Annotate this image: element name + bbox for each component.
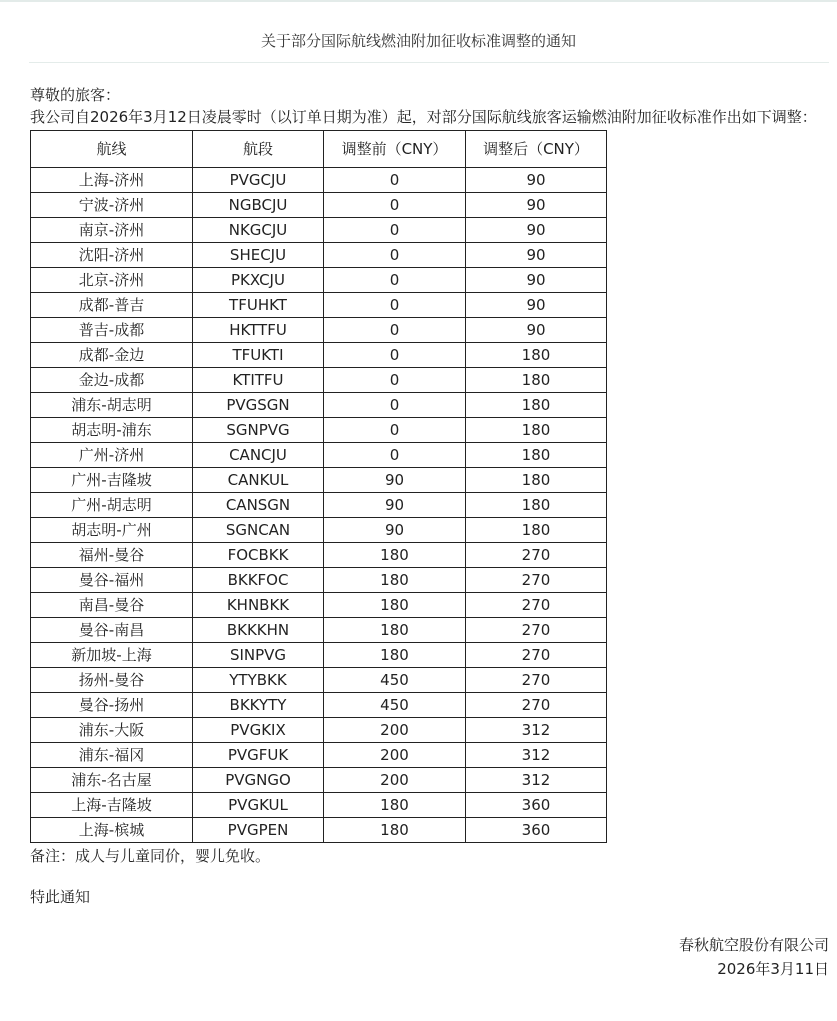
remark-note: 备注：成人与儿童同价，婴儿免收。 <box>30 847 271 865</box>
cell-segment: TFUHKT <box>193 293 324 318</box>
cell-segment: PVGFUK <box>193 743 324 768</box>
cell-after: 360 <box>466 818 607 843</box>
cell-route: 新加坡-上海 <box>31 643 193 668</box>
cell-before: 90 <box>324 468 466 493</box>
cell-route: 广州-吉隆坡 <box>31 468 193 493</box>
table-row <box>31 468 607 493</box>
cell-after: 180 <box>466 418 607 443</box>
cell-segment: BKKYTY <box>193 693 324 718</box>
cell-before: 90 <box>324 518 466 543</box>
cell-route: 北京-济州 <box>31 268 193 293</box>
cell-route: 普吉-成都 <box>31 318 193 343</box>
cell-segment: HKTTFU <box>193 318 324 343</box>
table-row <box>31 493 607 518</box>
cell-before: 0 <box>324 193 466 218</box>
notice-title: 关于部分国际航线燃油附加征收标准调整的通知 <box>260 32 576 50</box>
table-row <box>31 218 607 243</box>
cell-segment: PKXCJU <box>193 268 324 293</box>
cell-route: 南京-济州 <box>31 218 193 243</box>
header-segment: 航段 <box>193 131 324 168</box>
cell-before: 180 <box>324 618 466 643</box>
cell-segment: PVGKUL <box>193 793 324 818</box>
cell-route: 上海-槟城 <box>31 818 193 843</box>
cell-route: 曼谷-扬州 <box>31 693 193 718</box>
cell-after: 180 <box>466 468 607 493</box>
cell-route: 成都-金边 <box>31 343 193 368</box>
cell-before: 0 <box>324 268 466 293</box>
cell-segment: BKKKHN <box>193 618 324 643</box>
cell-before: 0 <box>324 318 466 343</box>
cell-after: 270 <box>466 543 607 568</box>
table-row <box>31 693 607 718</box>
cell-after: 270 <box>466 643 607 668</box>
cell-after: 312 <box>466 743 607 768</box>
cell-segment: CANKUL <box>193 468 324 493</box>
cell-segment: YTYBKK <box>193 668 324 693</box>
cell-after: 90 <box>466 293 607 318</box>
cell-route: 扬州-曼谷 <box>31 668 193 693</box>
cell-route: 浦东-名古屋 <box>31 768 193 793</box>
table-row <box>31 593 607 618</box>
cell-route: 胡志明-浦东 <box>31 418 193 443</box>
table-row <box>31 643 607 668</box>
cell-after: 90 <box>466 243 607 268</box>
cell-before: 180 <box>324 793 466 818</box>
company-name: 春秋航空股份有限公司 <box>678 936 829 954</box>
table-row <box>31 243 607 268</box>
greeting: 尊敬的旅客： <box>30 86 121 104</box>
cell-after: 180 <box>466 393 607 418</box>
table-header-row <box>31 131 607 168</box>
cell-before: 0 <box>324 443 466 468</box>
table-row <box>31 418 607 443</box>
table-row <box>31 168 607 193</box>
closing-line: 特此通知 <box>30 888 91 906</box>
cell-route: 曼谷-福州 <box>31 568 193 593</box>
title-divider <box>29 62 829 63</box>
cell-after: 312 <box>466 768 607 793</box>
cell-segment: NGBCJU <box>193 193 324 218</box>
cell-after: 90 <box>466 193 607 218</box>
cell-after: 180 <box>466 493 607 518</box>
cell-route: 胡志明-广州 <box>31 518 193 543</box>
cell-after: 90 <box>466 318 607 343</box>
cell-route: 浦东-胡志明 <box>31 393 193 418</box>
cell-after: 180 <box>466 368 607 393</box>
table-body <box>31 168 607 843</box>
table-row <box>31 543 607 568</box>
cell-before: 0 <box>324 243 466 268</box>
cell-after: 270 <box>466 668 607 693</box>
cell-before: 180 <box>324 593 466 618</box>
cell-after: 180 <box>466 443 607 468</box>
cell-route: 浦东-福冈 <box>31 743 193 768</box>
cell-segment: TFUKTI <box>193 343 324 368</box>
cell-before: 200 <box>324 768 466 793</box>
cell-route: 上海-济州 <box>31 168 193 193</box>
cell-after: 90 <box>466 168 607 193</box>
table-row <box>31 368 607 393</box>
cell-before: 0 <box>324 418 466 443</box>
cell-route: 广州-胡志明 <box>31 493 193 518</box>
cell-before: 0 <box>324 293 466 318</box>
cell-after: 270 <box>466 618 607 643</box>
cell-segment: PVGKIX <box>193 718 324 743</box>
cell-route: 上海-吉隆坡 <box>31 793 193 818</box>
cell-after: 270 <box>466 693 607 718</box>
cell-before: 180 <box>324 568 466 593</box>
cell-after: 180 <box>466 518 607 543</box>
cell-before: 180 <box>324 643 466 668</box>
cell-segment: SGNCAN <box>193 518 324 543</box>
cell-before: 0 <box>324 218 466 243</box>
cell-segment: PVGPEN <box>193 818 324 843</box>
header-before: 调整前（CNY） <box>324 131 466 168</box>
table-row <box>31 718 607 743</box>
cell-route: 金边-成都 <box>31 368 193 393</box>
notice-body <box>30 84 830 908</box>
cell-segment: NKGCJU <box>193 218 324 243</box>
cell-segment: KHNBKK <box>193 593 324 618</box>
table-row <box>31 518 607 543</box>
cell-segment: CANCJU <box>193 443 324 468</box>
cell-before: 0 <box>324 168 466 193</box>
cell-before: 0 <box>324 343 466 368</box>
cell-segment: PVGSGN <box>193 393 324 418</box>
issue-date: 2026年3月11日 <box>717 960 829 978</box>
cell-route: 广州-济州 <box>31 443 193 468</box>
cell-segment: FOCBKK <box>193 543 324 568</box>
cell-before: 90 <box>324 493 466 518</box>
table-row <box>31 293 607 318</box>
cell-before: 200 <box>324 718 466 743</box>
cell-before: 0 <box>324 393 466 418</box>
cell-after: 312 <box>466 718 607 743</box>
table-row <box>31 568 607 593</box>
table-row <box>31 393 607 418</box>
cell-route: 成都-普吉 <box>31 293 193 318</box>
fuel-surcharge-table <box>30 130 607 843</box>
cell-segment: PVGNGO <box>193 768 324 793</box>
cell-route: 沈阳-济州 <box>31 243 193 268</box>
cell-before: 0 <box>324 368 466 393</box>
cell-after: 90 <box>466 268 607 293</box>
cell-after: 270 <box>466 568 607 593</box>
cell-route: 福州-曼谷 <box>31 543 193 568</box>
header-after: 调整后（CNY） <box>466 131 607 168</box>
cell-segment: CANSGN <box>193 493 324 518</box>
table-row <box>31 268 607 293</box>
cell-after: 90 <box>466 218 607 243</box>
cell-segment: PVGCJU <box>193 168 324 193</box>
intro-paragraph: 我公司自2026年3月12日凌晨零时（以订单日期为准）起，对部分国际航线旅客运输燃油附加征收标准作出如下调整： <box>30 108 817 126</box>
cell-before: 450 <box>324 668 466 693</box>
cell-route: 宁波-济州 <box>31 193 193 218</box>
signature-block <box>679 933 829 981</box>
cell-route: 南昌-曼谷 <box>31 593 193 618</box>
table-row <box>31 768 607 793</box>
table-row <box>31 793 607 818</box>
cell-after: 360 <box>466 793 607 818</box>
table-row <box>31 193 607 218</box>
cell-before: 200 <box>324 743 466 768</box>
cell-segment: SINPVG <box>193 643 324 668</box>
cell-route: 曼谷-南昌 <box>31 618 193 643</box>
cell-segment: KTITFU <box>193 368 324 393</box>
top-border <box>0 0 837 2</box>
table-row <box>31 343 607 368</box>
table-row <box>31 443 607 468</box>
cell-after: 270 <box>466 593 607 618</box>
table-row <box>31 743 607 768</box>
cell-segment: SGNPVG <box>193 418 324 443</box>
cell-after: 180 <box>466 343 607 368</box>
header-route: 航线 <box>31 131 193 168</box>
cell-before: 450 <box>324 693 466 718</box>
cell-before: 180 <box>324 818 466 843</box>
cell-before: 180 <box>324 543 466 568</box>
table-row <box>31 318 607 343</box>
table-row <box>31 818 607 843</box>
cell-route: 浦东-大阪 <box>31 718 193 743</box>
cell-segment: SHECJU <box>193 243 324 268</box>
table-row <box>31 668 607 693</box>
table-row <box>31 618 607 643</box>
cell-segment: BKKFOC <box>193 568 324 593</box>
